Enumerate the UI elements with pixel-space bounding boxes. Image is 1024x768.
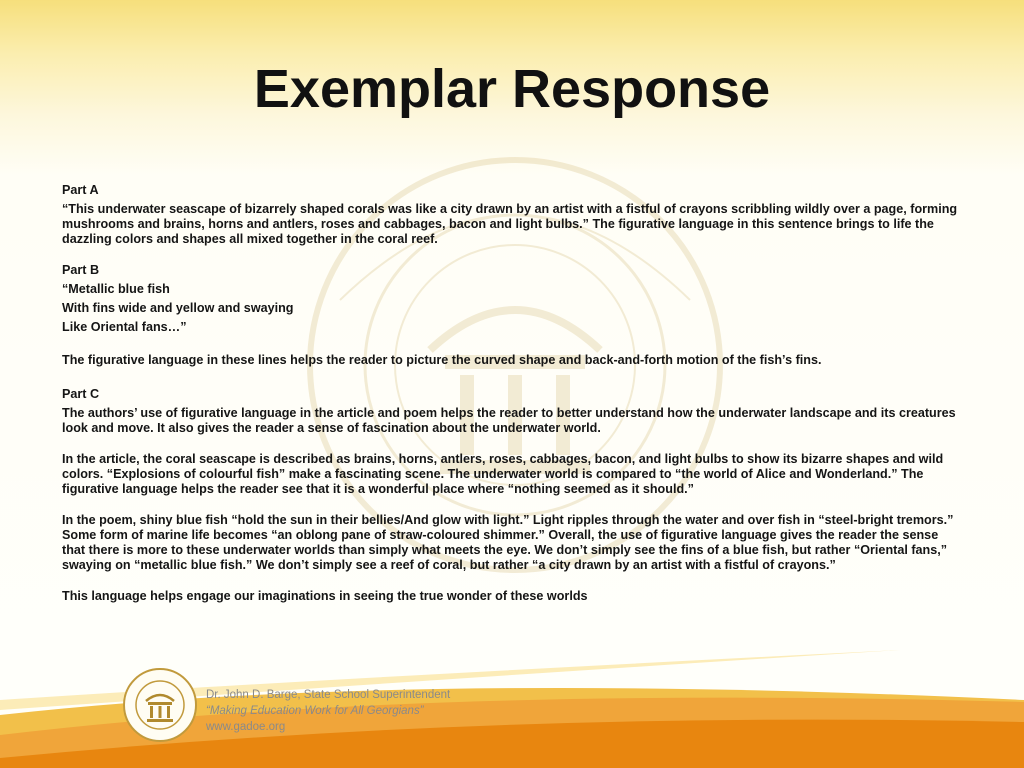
part-a-text: “This underwater seascape of bizarrely shaped corals was like a city drawn by an artist with a fistful of crayons scribbling wildly over a page, forming mushrooms and brains, horns and antlers, roses and cabbages, bacon and light bulbs.” The figurative language in this sentence brings to life the dazzling colors and shapes all mixed together in the coral reef. xyxy=(62,202,958,246)
department-seal-icon xyxy=(122,667,198,743)
part-b-heading: Part B xyxy=(62,263,100,277)
part-c-paragraph: This language helps engage our imaginations in seeing the true wonder of these worlds xyxy=(62,589,588,603)
slide-title: Exemplar Response xyxy=(253,59,771,119)
poem-line: With fins wide and yellow and swaying xyxy=(62,301,294,315)
part-b-explanation: The figurative language in these lines helps the reader to picture the curved shape and back-and-forth motion of the fish’s fins. xyxy=(62,353,822,367)
website-link[interactable]: www.gadoe.org xyxy=(206,721,286,733)
footer-tagline: “Making Education Work for All Georgians” xyxy=(206,705,424,717)
part-a-heading: Part A xyxy=(62,183,99,197)
part-c-paragraph: In the poem, shiny blue fish “hold the sun in their bellies/And glow with light.” Light ripples through the water and over fish in “steel-bright tremors.” Some form of marine life becomes “an oblong pane of straw-coloured shimmer.” Overall, the use of figurative language gives the reader the sense that there is more to these underwater worlds than simply what meets the eye. We don’t simply see the fins of a blue fish, but rather “Oriental fans,” swaying on “metallic blue fish.” We don’t simply see a reef of coral, but rather “a city drawn by an artist with a fistful of crayons.” xyxy=(62,513,954,572)
part-c-heading: Part C xyxy=(62,387,100,401)
response-body xyxy=(62,183,964,620)
superintendent-name: Dr. John D. Barge, State School Superintendent xyxy=(206,689,451,701)
footer-text xyxy=(206,687,450,735)
part-c-paragraph: In the article, the coral seascape is described as brains, horns, antlers, roses, cabbages, bacon, and light bulbs to show its bizarre shapes and wild colors. “Explosions of colourful fish” make a fascinating scene. The underwater world is compared to “the world of Alice and Wonderland.” The figurative language helps the reader see that it is a wonderful place where “nothing seemed as it should.” xyxy=(62,452,944,496)
part-c-paragraph: The authors’ use of figurative language in the article and poem helps the reader to better understand how the underwater landscape and its creatures look and move. It also gives the reader a sense of fascination about the underwater world. xyxy=(62,406,956,435)
poem-line: Like Oriental fans…” xyxy=(62,320,187,334)
poem-line: “Metallic blue fish xyxy=(62,282,170,296)
